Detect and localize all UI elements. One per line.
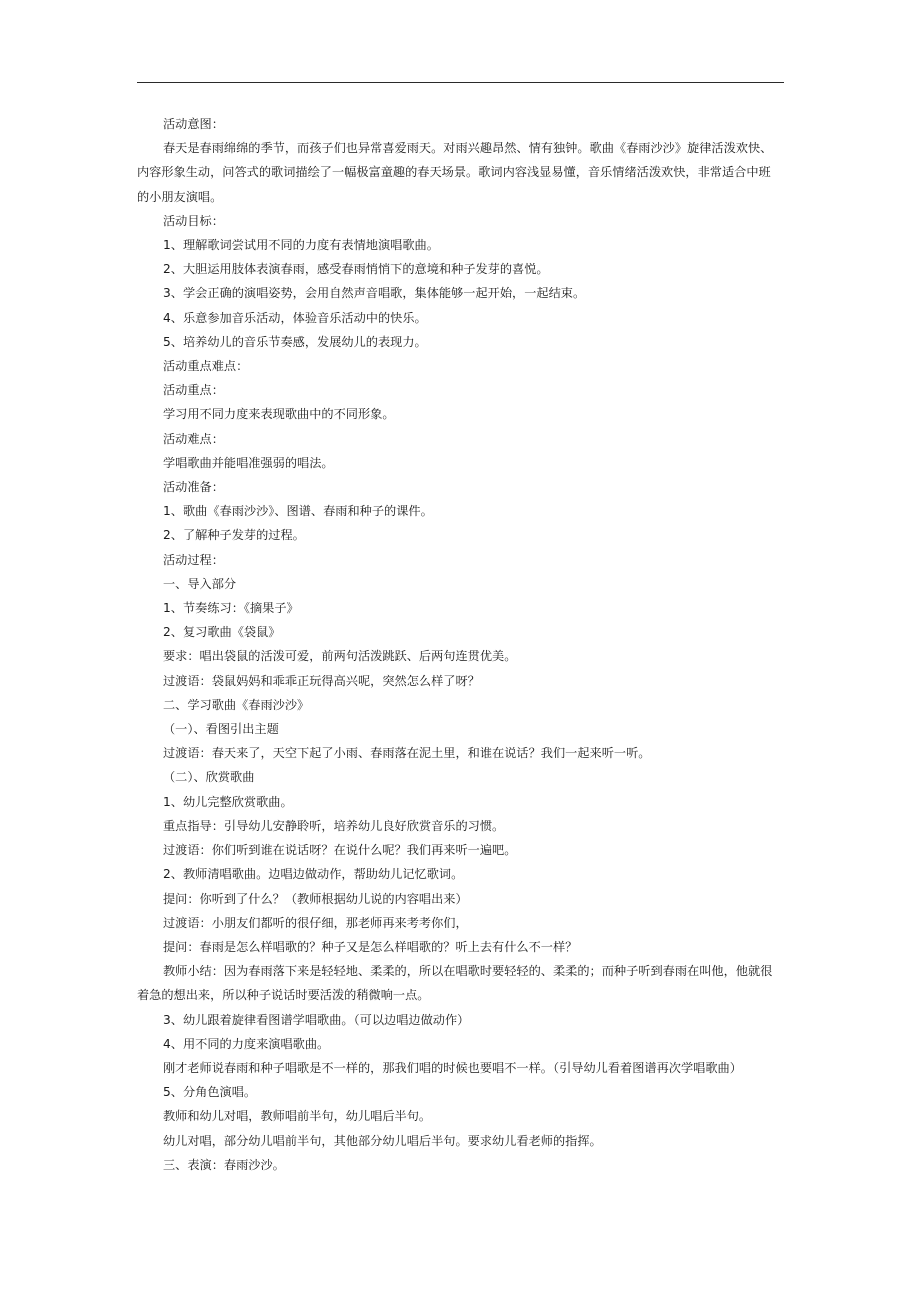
paragraph: 教师和幼儿对唱，教师唱前半句，幼儿唱后半句。: [163, 1109, 432, 1124]
paragraph: 过渡语：袋鼠妈妈和乖乖正玩得高兴呢，突然怎么样了呀？: [163, 673, 480, 688]
paragraph: 活动过程：: [163, 552, 224, 567]
paragraph: 活动意图：: [163, 117, 224, 131]
paragraph: 刚才老师说春雨和种子唱歌是不一样的，那我们唱的时候也要唱不一样。（引导幼儿看着图谱再次学唱歌曲）: [163, 1060, 742, 1075]
paragraph: 5、分角色演唱。: [163, 1085, 257, 1100]
paragraph: 的小朋友演唱。: [137, 189, 223, 204]
paragraph: 过渡语：春天来了，天空下起了小雨、春雨落在泥土里，和谁在说话？我们一起来听一听。: [163, 746, 651, 761]
paragraph: 过渡语：小朋友们都听的很仔细，那老师再来考考你们，: [163, 915, 468, 930]
paragraph: 2、教师清唱歌曲。边唱边做动作，帮助幼儿记忆歌词。: [163, 867, 464, 882]
paragraph: 二、学习歌曲《春雨沙沙》: [163, 697, 310, 712]
paragraph: 4、乐意参加音乐活动，体验音乐活动中的快乐。: [163, 310, 427, 325]
paragraph: 3、幼儿跟着旋律看图谱学唱歌曲。（可以边唱边做动作）: [163, 1012, 470, 1027]
paragraph: 过渡语：你们听到谁在说话呀？在说什么呢？我们再来听一遍吧。: [163, 843, 517, 858]
paragraph: 着急的想出来，所以种子说话时要活泼的稍微响一点。: [137, 988, 430, 1003]
paragraph: 提问：春雨是怎么样唱歌的？种子又是怎么样唱歌的？听上去有什么不一样？: [163, 939, 578, 954]
document-body: [137, 112, 787, 1177]
paragraph: 教师小结：因为春雨落下来是轻轻地、柔柔的，所以在唱歌时要轻轻的、柔柔的；而种子听到春雨在叫他，他就很: [163, 964, 773, 979]
paragraph: 活动准备：: [163, 480, 224, 495]
paragraph: 春天是春雨绵绵的季节，而孩子们也异常喜爱雨天。对雨兴趣昂然、情有独钟。歌曲《春雨沙沙》旋律活泼欢快、: [163, 141, 773, 156]
paragraph: 要求：唱出袋鼠的活泼可爱，前两句活泼跳跃、后两句连贯优美。: [163, 649, 517, 664]
paragraph: 3、学会正确的演唱姿势，会用自然声音唱歌，集体能够一起开始，一起结束。: [163, 286, 586, 301]
paragraph: 活动目标：: [163, 213, 224, 228]
paragraph: 1、幼儿完整欣赏歌曲。: [163, 794, 293, 809]
paragraph: 2、大胆运用肢体表演春雨，感受春雨悄悄下的意境和种子发芽的喜悦。: [163, 262, 549, 277]
paragraph: 一、导入部分: [163, 576, 237, 591]
paragraph: 活动重点：: [163, 383, 224, 398]
paragraph: 1、理解歌词尝试用不同的力度有表情地演唱歌曲。: [163, 238, 439, 253]
paragraph: 2、了解种子发芽的过程。: [163, 528, 305, 543]
paragraph: 三、表演：春雨沙沙。: [163, 1157, 285, 1172]
paragraph: 4、用不同的力度来演唱歌曲。: [163, 1036, 330, 1051]
paragraph: 1、歌曲《春雨沙沙》、图谱、春雨和种子的课件。: [163, 504, 433, 519]
paragraph: 2、复习歌曲《袋鼠》: [163, 625, 281, 640]
paragraph: （二）、欣赏歌曲: [163, 770, 255, 785]
paragraph: 活动重点难点：: [163, 359, 249, 374]
paragraph: 学唱歌曲并能唱准强弱的唱法。: [163, 455, 334, 470]
paragraph: 活动难点：: [163, 431, 224, 446]
header-rule: [137, 82, 784, 83]
paragraph: 提问：你听到了什么？（教师根据幼儿说的内容唱出来）: [163, 891, 468, 906]
paragraph: 5、培养幼儿的音乐节奏感，发展幼儿的表现力。: [163, 334, 427, 349]
paragraph: 1、节奏练习：《摘果子》: [163, 601, 299, 616]
paragraph: 重点指导：引导幼儿安静聆听，培养幼儿良好欣赏音乐的习惯。: [163, 818, 505, 833]
paragraph: 内容形象生动，问答式的歌词描绘了一幅极富童趣的春天场景。歌词内容浅显易懂，音乐情绪活泼欢快，非常适合中班: [137, 165, 771, 180]
paragraph: 学习用不同力度来表现歌曲中的不同形象。: [163, 407, 395, 422]
paragraph: （一）、看图引出主题: [163, 722, 279, 737]
paragraph: 幼儿对唱，部分幼儿唱前半句，其他部分幼儿唱后半句。要求幼儿看老师的指挥。: [163, 1133, 602, 1148]
